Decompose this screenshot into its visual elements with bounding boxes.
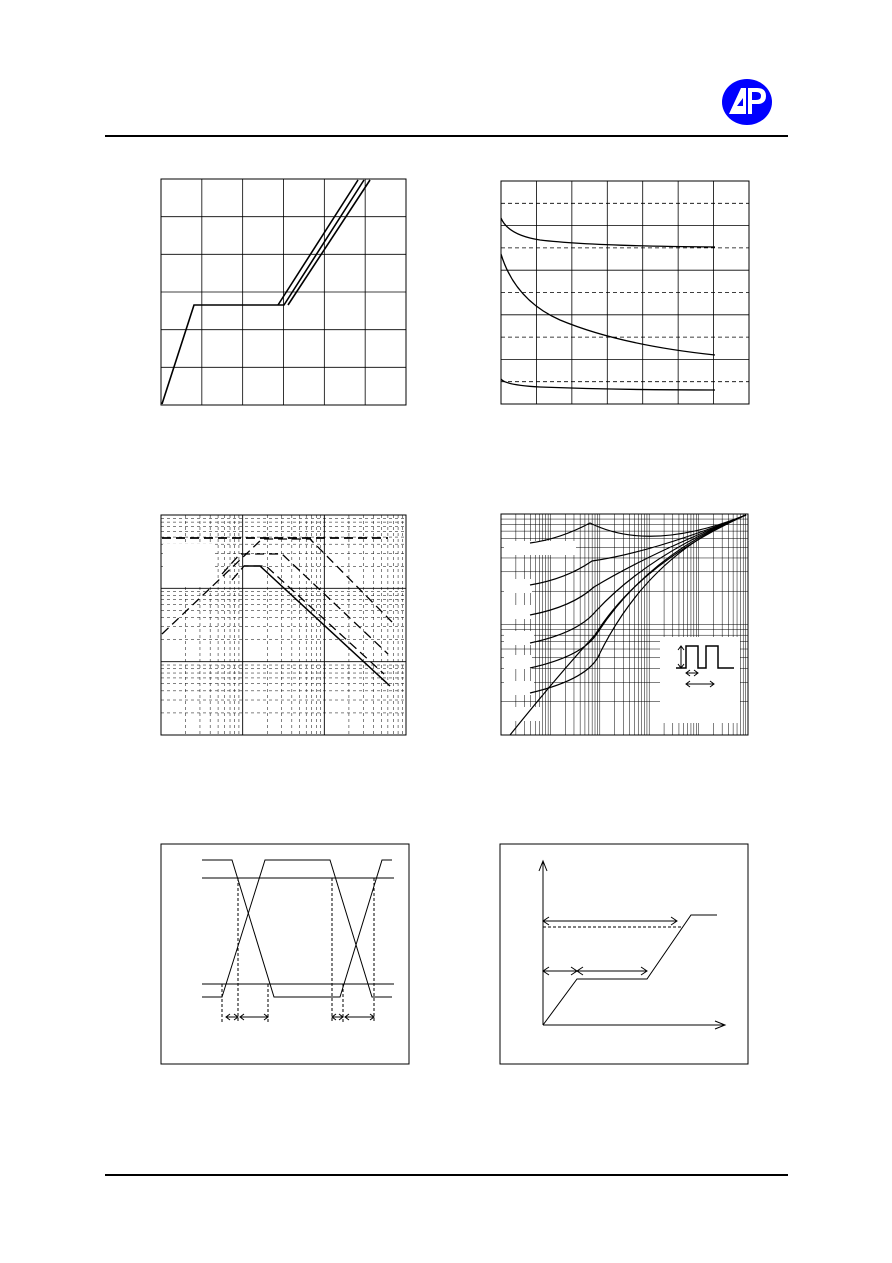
fig4-label-mask-3 [504, 605, 532, 619]
fig3-soa-1ms [232, 566, 384, 674]
fig6-frame [500, 844, 748, 1064]
figure-safe-operating-area-chart [160, 514, 408, 738]
footer-rule [105, 1174, 788, 1176]
fig4-inset [660, 637, 740, 723]
header-rule [105, 135, 788, 137]
fig6-vgs-curve [543, 915, 717, 1025]
fig2-grid [501, 181, 749, 404]
fig4-label-mask-4 [504, 631, 534, 645]
fig2-ciss-curve [501, 218, 715, 247]
fig4-label-mask-2 [504, 579, 532, 593]
fig1-gate-curve-3 [288, 180, 370, 305]
fig3-soa-dc [244, 566, 390, 686]
figure-gate-charge-chart [160, 178, 408, 407]
fig4-label-mask-5 [504, 655, 532, 669]
logo-circle [722, 79, 772, 125]
fig5-vds-wave [202, 860, 392, 997]
fig5-waveforms [202, 860, 394, 1023]
figure-capacitance-chart [500, 180, 751, 406]
fig5-vgs-wave [202, 860, 392, 997]
fig1-grid [161, 179, 406, 405]
fig2-crss-curve [501, 379, 715, 390]
fig4-label-mask-6 [504, 681, 534, 695]
fig6-waveforms [539, 861, 725, 1029]
fig1-gate-curve-2 [278, 180, 358, 305]
figure-gate-charge-waveform [499, 843, 749, 1065]
figure-switching-waveform [160, 843, 410, 1065]
fig4-label-mask-1 [504, 541, 576, 555]
fig2-coss-curve [501, 254, 715, 355]
fig3-label-mask [163, 544, 215, 584]
figure-thermal-impedance-chart [500, 513, 750, 737]
fig5-frame [161, 844, 409, 1064]
company-logo [721, 78, 773, 126]
